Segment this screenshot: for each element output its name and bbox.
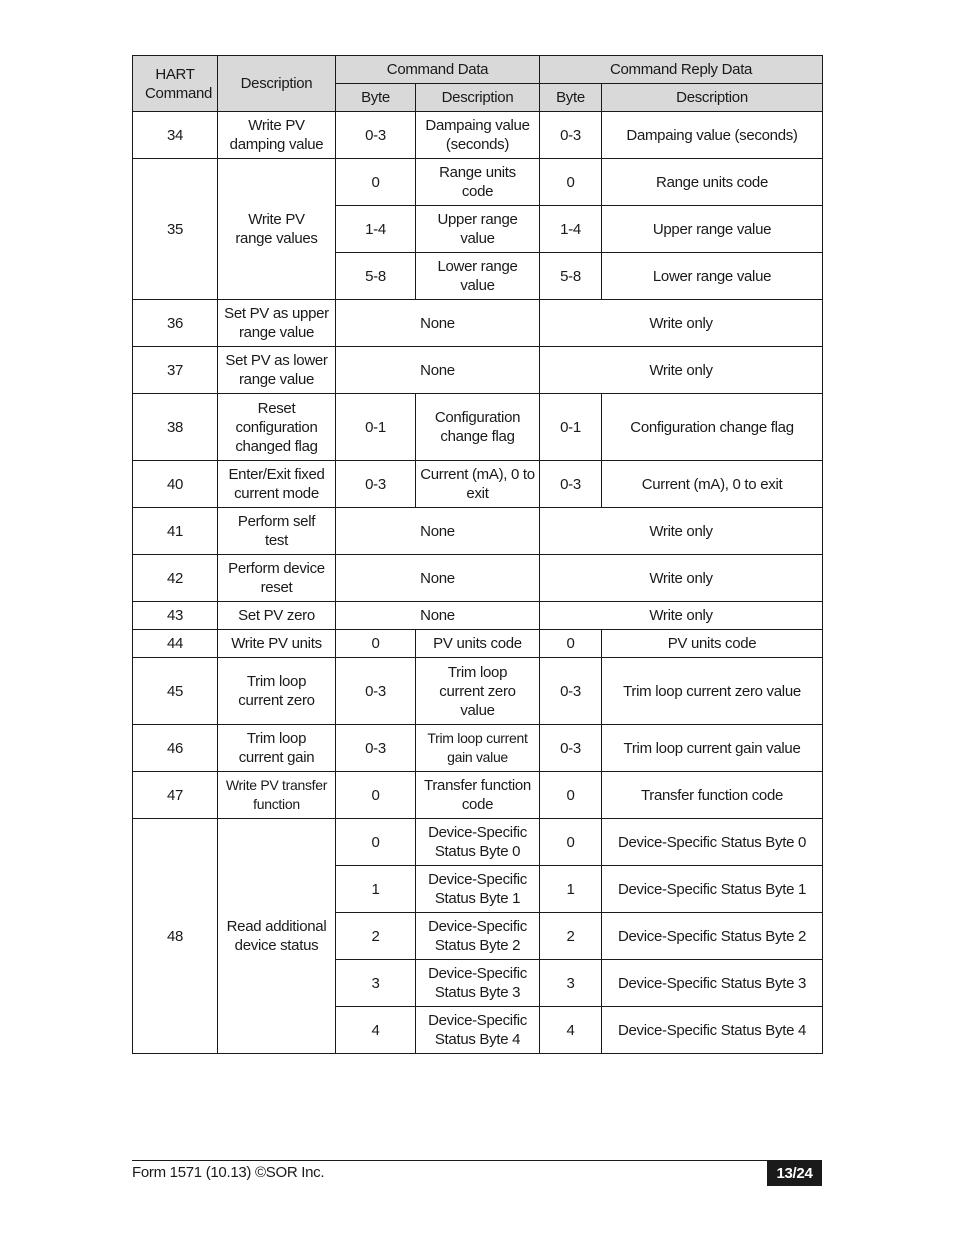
reply-description: Upper range value [602,206,823,253]
reply-byte: 0-3 [540,658,602,725]
command-description: Read additional device status [218,819,336,1054]
table-row [133,347,823,394]
command-number: 37 [133,347,218,394]
data-description: Device-Specific Status Byte 4 [416,1007,540,1054]
header-reply-byte: Byte [540,84,602,112]
reply-description: Trim loop current zero value [602,658,823,725]
header-data-description: Description [416,84,540,112]
reply-description: Device-Specific Status Byte 4 [602,1007,823,1054]
command-description: Write PV damping value [218,112,336,159]
command-description: Set PV as upper range value [218,300,336,347]
reply-description: Current (mA), 0 to exit [602,461,823,508]
data-description: Transfer function code [416,772,540,819]
table-row [133,602,823,630]
table-row [133,658,823,725]
data-description: Current (mA), 0 to exit [416,461,540,508]
reply-byte: 0 [540,819,602,866]
data-byte: 0-3 [336,658,416,725]
reply-byte: 0-1 [540,394,602,461]
header-command-reply-data: Command Reply Data [540,56,823,84]
table-row [133,461,823,508]
data-description: PV units code [416,630,540,658]
data-none: None [336,555,540,602]
reply-byte: 5-8 [540,253,602,300]
data-description: Device-Specific Status Byte 3 [416,960,540,1007]
table-row [133,508,823,555]
header-byte: Byte [336,84,416,112]
reply-write-only: Write only [540,602,823,630]
command-number: 38 [133,394,218,461]
command-number: 36 [133,300,218,347]
data-byte: 4 [336,1007,416,1054]
data-byte: 5-8 [336,253,416,300]
data-byte: 1 [336,866,416,913]
data-none: None [336,508,540,555]
command-description: Trim loop current zero [218,658,336,725]
header-reply-description: Description [602,84,823,112]
table-row [133,112,823,159]
command-description: Write PV transfer function [218,772,336,819]
data-description: Trim loop current zero value [416,658,540,725]
header-hart-command: HART Command [133,56,218,112]
reply-byte: 0-3 [540,725,602,772]
data-description: Range units code [416,159,540,206]
hart-command-table [132,55,823,1054]
data-description: Lower range value [416,253,540,300]
reply-description: PV units code [602,630,823,658]
data-byte: 0 [336,630,416,658]
reply-description: Device-Specific Status Byte 3 [602,960,823,1007]
command-number: 43 [133,602,218,630]
command-number: 34 [133,112,218,159]
reply-byte: 3 [540,960,602,1007]
reply-description: Lower range value [602,253,823,300]
reply-write-only: Write only [540,508,823,555]
data-description: Device-Specific Status Byte 0 [416,819,540,866]
command-description: Set PV zero [218,602,336,630]
command-description: Trim loop current gain [218,725,336,772]
footer-divider [132,1160,822,1161]
data-byte: 0 [336,819,416,866]
command-number: 35 [133,159,218,300]
data-description: Trim loop current gain value [416,725,540,772]
reply-write-only: Write only [540,555,823,602]
reply-byte: 1-4 [540,206,602,253]
header-description: Description [218,56,336,112]
reply-description: Configuration change flag [602,394,823,461]
data-none: None [336,602,540,630]
reply-write-only: Write only [540,347,823,394]
header-command-data: Command Data [336,56,540,84]
data-byte: 0-3 [336,461,416,508]
reply-byte: 0-3 [540,461,602,508]
data-byte: 0 [336,159,416,206]
command-description: Perform self test [218,508,336,555]
data-description: Device-Specific Status Byte 1 [416,866,540,913]
table-row [133,772,823,819]
reply-description: Device-Specific Status Byte 2 [602,913,823,960]
data-description: Configuration change flag [416,394,540,461]
footer-form-info: Form 1571 (10.13) ©SOR Inc. [132,1164,325,1181]
data-byte: 0-1 [336,394,416,461]
data-description: Upper range value [416,206,540,253]
table-row [133,394,823,461]
page-number-badge: 13/24 [767,1161,822,1186]
data-byte: 3 [336,960,416,1007]
command-number: 47 [133,772,218,819]
reply-byte: 0 [540,630,602,658]
data-none: None [336,347,540,394]
reply-byte: 0 [540,772,602,819]
reply-byte: 0 [540,159,602,206]
data-description: Device-Specific Status Byte 2 [416,913,540,960]
command-description: Enter/Exit fixed current mode [218,461,336,508]
command-number: 45 [133,658,218,725]
reply-byte: 0-3 [540,112,602,159]
data-none: None [336,300,540,347]
table-row [133,725,823,772]
table-row [133,300,823,347]
command-number: 42 [133,555,218,602]
command-description: Perform device reset [218,555,336,602]
reply-write-only: Write only [540,300,823,347]
command-description: Reset configuration changed flag [218,394,336,461]
command-number: 48 [133,819,218,1054]
reply-byte: 2 [540,913,602,960]
reply-description: Dampaing value (seconds) [602,112,823,159]
command-number: 46 [133,725,218,772]
command-number: 40 [133,461,218,508]
command-description: Set PV as lower range value [218,347,336,394]
command-description: Write PV range values [218,159,336,300]
data-byte: 0-3 [336,112,416,159]
table-row [133,159,823,206]
table-row [133,630,823,658]
data-byte: 0-3 [336,725,416,772]
data-byte: 1-4 [336,206,416,253]
reply-description: Trim loop current gain value [602,725,823,772]
table-row [133,819,823,866]
reply-description: Transfer function code [602,772,823,819]
reply-description: Device-Specific Status Byte 0 [602,819,823,866]
reply-byte: 1 [540,866,602,913]
command-number: 41 [133,508,218,555]
reply-description: Range units code [602,159,823,206]
table-row [133,555,823,602]
data-description: Dampaing value (seconds) [416,112,540,159]
data-byte: 0 [336,772,416,819]
command-description: Write PV units [218,630,336,658]
reply-description: Device-Specific Status Byte 1 [602,866,823,913]
command-number: 44 [133,630,218,658]
reply-byte: 4 [540,1007,602,1054]
data-byte: 2 [336,913,416,960]
